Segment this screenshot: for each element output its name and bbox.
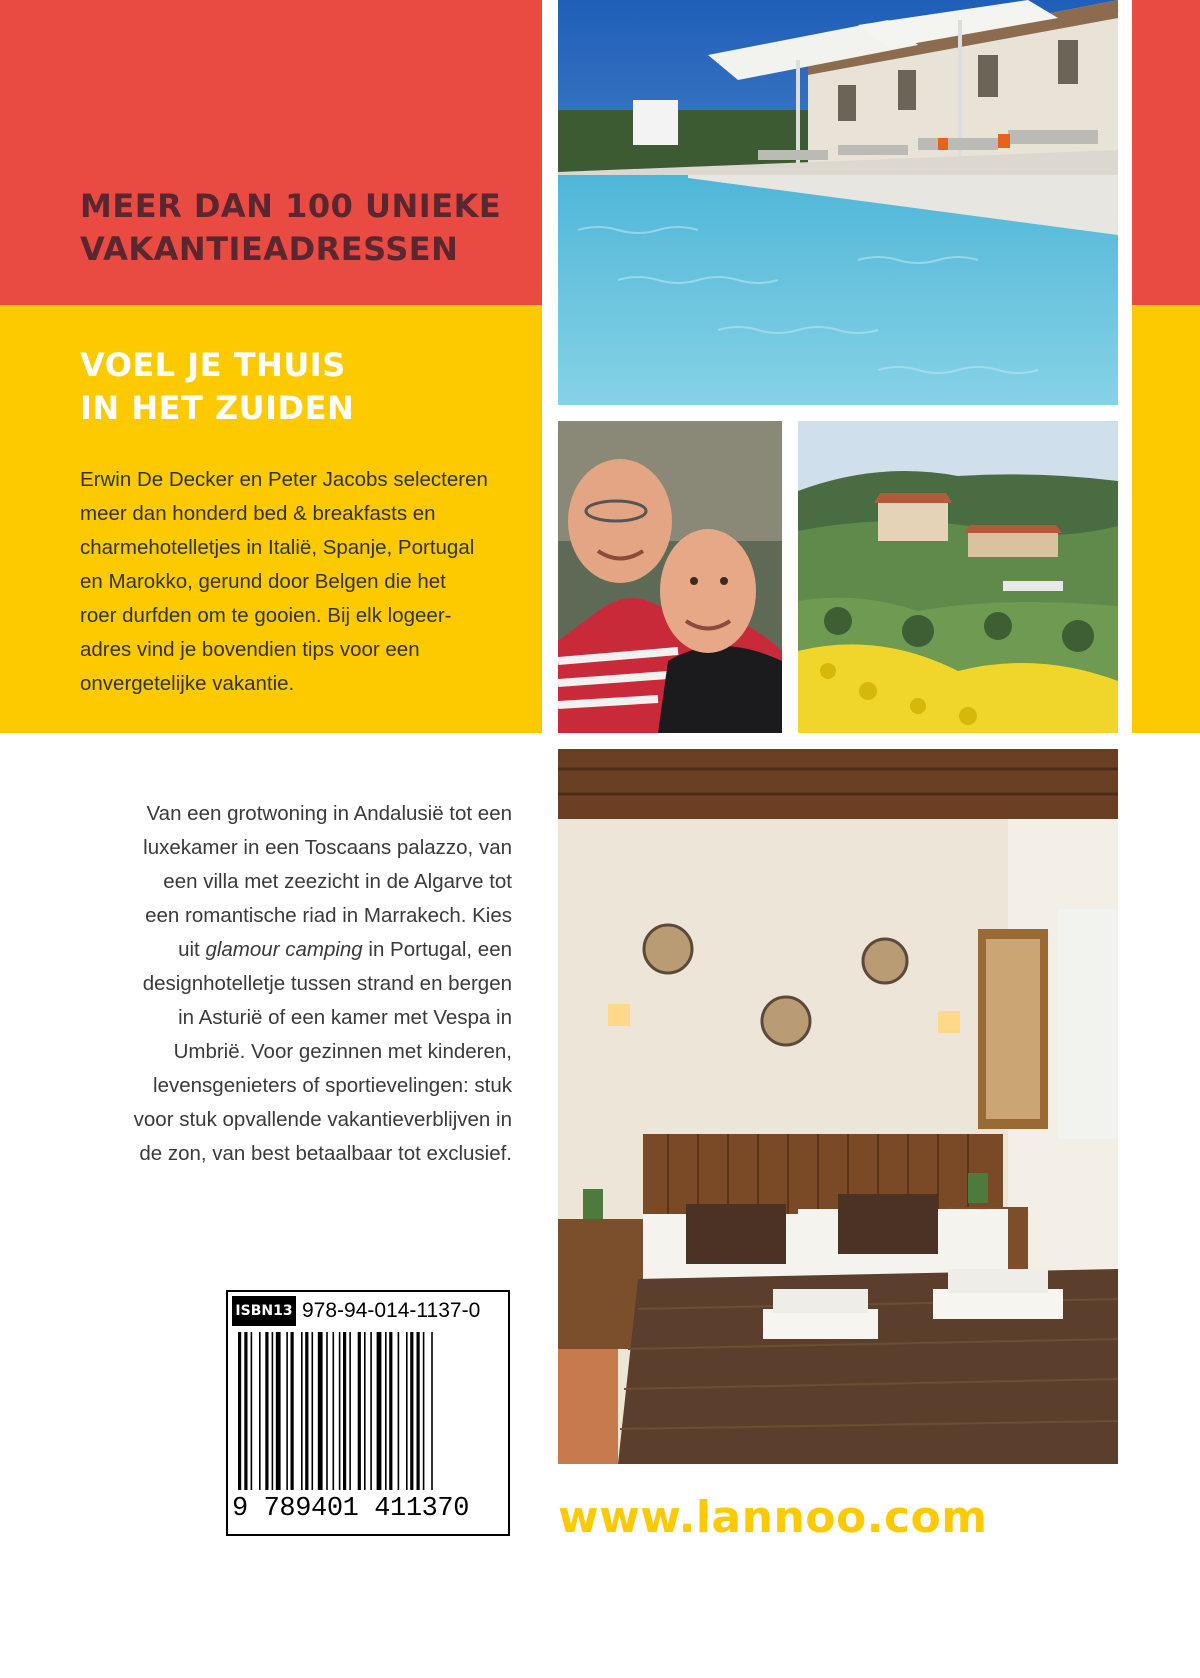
barcode-bar <box>312 1332 314 1490</box>
barcode-bar <box>406 1332 408 1490</box>
intro-line: adres vind je bovendien tips voor een <box>80 638 420 661</box>
yellow-edge-strip <box>1132 305 1200 733</box>
body-line: in Asturië of een kamer met Vespa in <box>178 1006 512 1029</box>
barcode-bar <box>326 1332 328 1490</box>
red-edge-strip <box>1132 0 1200 305</box>
barcode-bar <box>358 1332 361 1490</box>
body-line <box>60 933 512 967</box>
barcode-bar <box>410 1332 413 1490</box>
body-line: luxekamer in een Toscaans palazzo, van <box>143 836 512 859</box>
barcode-bar <box>272 1332 274 1490</box>
intro-line: roer durfden om te gooien. Bij elk logeer- <box>80 604 452 627</box>
body-emphasis: glamour camping <box>205 938 363 961</box>
tagline-yellow-line: IN HET ZUIDEN <box>80 389 355 427</box>
body-text-fragment: uit <box>178 938 206 961</box>
villa-photo <box>798 421 1118 733</box>
body-line: voor stuk opvallende vakantieverblijven in <box>133 1108 512 1131</box>
authors-photo <box>558 421 782 733</box>
barcode-bar <box>431 1332 433 1490</box>
tagline-red-line: VAKANTIEADRESSEN <box>80 230 459 268</box>
barcode-bar <box>349 1332 351 1490</box>
barcode-bars <box>232 1332 504 1490</box>
barcode-bar <box>265 1332 268 1490</box>
intro-line: meer dan honderd bed & breakfasts en <box>80 502 436 525</box>
isbn-barcode <box>226 1290 510 1536</box>
body-line: een romantische riad in Marrakech. Kies <box>145 904 512 927</box>
barcode-bar <box>343 1332 346 1490</box>
body-text-fragment: in Portugal, een <box>362 938 512 961</box>
barcode-bar <box>286 1332 288 1490</box>
barcode-bar <box>244 1332 247 1490</box>
tagline-yellow-heading <box>80 344 520 430</box>
barcode-bar <box>339 1332 341 1490</box>
barcode-bar <box>370 1332 372 1490</box>
intro-line: en Marokko, gerund door Belgen die het <box>80 570 446 593</box>
body-paragraph <box>60 797 512 1171</box>
isbn-number: 978-94-014-1137-0 <box>302 1299 481 1322</box>
body-line: designhotelletje tussen strand en bergen <box>142 972 512 995</box>
barcode-bar <box>333 1332 335 1490</box>
barcode-bar <box>301 1332 303 1490</box>
barcode-bar <box>318 1332 323 1490</box>
barcode-bar <box>238 1332 241 1490</box>
publisher-website: www.lannoo.com <box>558 1492 988 1543</box>
body-line: levensgenieters of sportievelingen: stuk <box>153 1074 512 1097</box>
body-line: de zon, van best betaalbaar tot exclusief. <box>139 1142 512 1165</box>
barcode-digits: 9 789401 411370 <box>232 1494 470 1524</box>
intro-line: charmehotelletjes in Italië, Spanje, Portugal <box>80 536 475 559</box>
body-line: Umbrië. Voor gezinnen met kinderen, <box>173 1040 512 1063</box>
isbn-label: ISBN13 <box>232 1296 296 1326</box>
intro-line: onvergetelijke vakantie. <box>80 672 295 695</box>
barcode-bar <box>305 1332 308 1490</box>
barcode-bar <box>251 1332 253 1490</box>
body-line: Van een grotwoning in Andalusië tot een <box>146 802 512 825</box>
barcode-bar <box>377 1332 382 1490</box>
tagline-red-heading <box>80 185 520 271</box>
barcode-bar <box>385 1332 387 1490</box>
tagline-red-line: MEER DAN 100 UNIEKE <box>80 187 502 225</box>
barcode-bar <box>291 1332 294 1490</box>
tagline-yellow-line: VOEL JE THUIS <box>80 346 346 384</box>
pool-photo <box>558 0 1118 405</box>
intro-paragraph <box>80 463 520 701</box>
barcode-bar <box>364 1332 366 1490</box>
intro-line: Erwin De Decker en Peter Jacobs selecteren <box>80 468 488 491</box>
barcode-bar <box>423 1332 425 1490</box>
bedroom-photo <box>558 749 1118 1464</box>
barcode-bar <box>259 1332 261 1490</box>
barcode-bar <box>417 1332 420 1490</box>
barcode-bar <box>276 1332 281 1490</box>
barcode-bar <box>398 1332 400 1490</box>
body-line: een villa met zeezicht in de Algarve tot <box>163 870 512 893</box>
barcode-bar <box>389 1332 392 1490</box>
